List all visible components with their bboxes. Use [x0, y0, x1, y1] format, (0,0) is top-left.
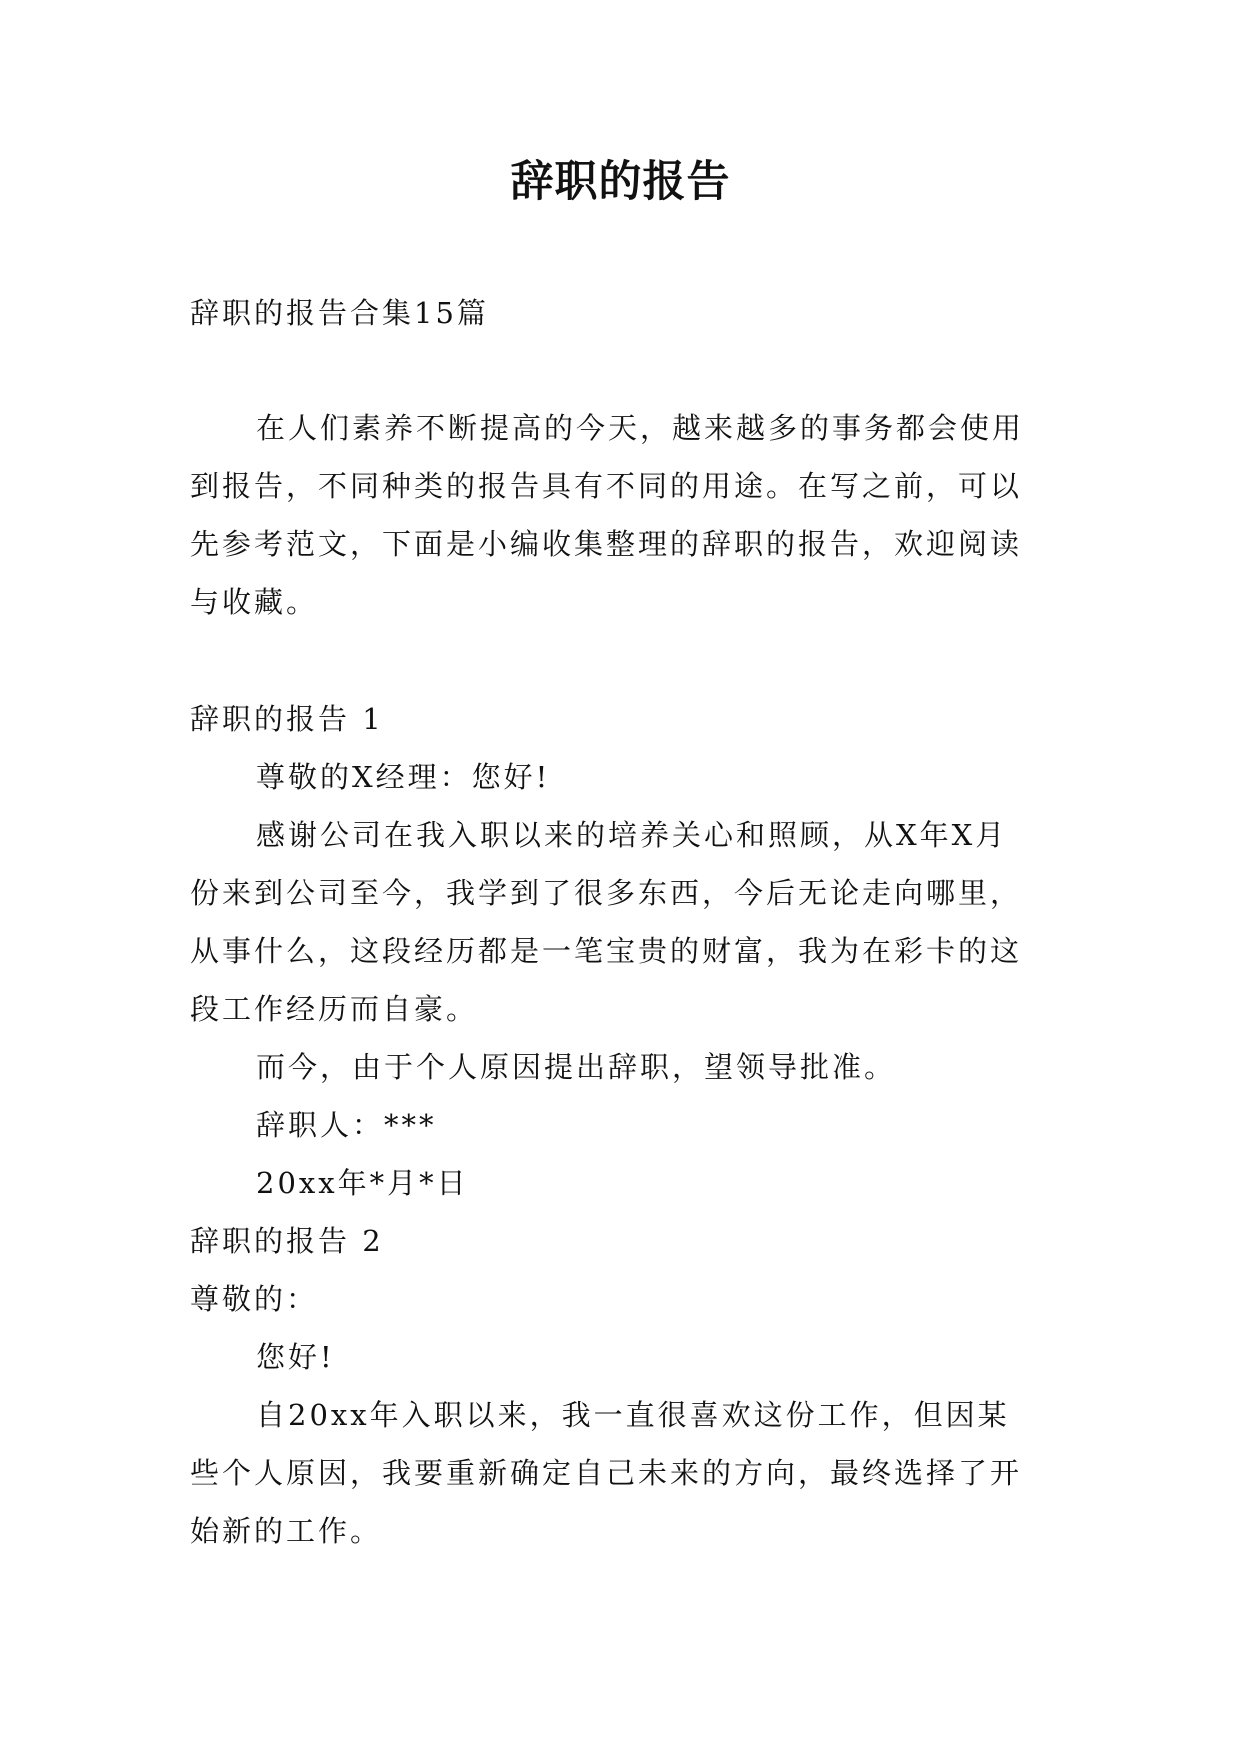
section-1-date: 20xx年*月*日 [256, 1166, 469, 1200]
intro-line: 在人们素养不断提高的今天，越来越多的事务都会使用 [256, 411, 1025, 445]
section-1-greeting: 尊敬的X经理：您好! [256, 760, 551, 794]
section-1-body-line: 份来到公司至今，我学到了很多东西，今后无论走向哪里， [190, 876, 1023, 910]
section-2-body-line: 自20xx年入职以来，我一直很喜欢这份工作，但因某 [256, 1398, 1010, 1432]
section-2-heading: 辞职的报告 2 [190, 1224, 384, 1258]
section-1-body-line: 段工作经历而自豪。 [190, 992, 479, 1026]
document-title: 辞职的报告 [510, 157, 731, 207]
section-1-signer: 辞职人：*** [256, 1108, 437, 1142]
section-1-body-line: 从事什么，这段经历都是一笔宝贵的财富，我为在彩卡的这 [190, 934, 1023, 968]
section-1-request: 而今，由于个人原因提出辞职，望领导批准。 [256, 1050, 897, 1084]
section-2-body-line: 些个人原因，我要重新确定自己未来的方向，最终选择了开 [190, 1456, 1023, 1490]
intro-line: 先参考范文，下面是小编收集整理的辞职的报告，欢迎阅读 [190, 527, 1023, 561]
section-2-body-line: 始新的工作。 [190, 1514, 383, 1548]
intro-line: 到报告，不同种类的报告具有不同的用途。在写之前，可以 [190, 469, 1023, 503]
section-2-hello: 您好! [256, 1340, 335, 1374]
section-1-heading: 辞职的报告 1 [190, 702, 384, 736]
intro-line: 与收藏。 [190, 585, 319, 619]
section-2-salutation: 尊敬的： [190, 1282, 319, 1316]
section-1-body-line: 感谢公司在我入职以来的培养关心和照顾，从X年X月 [256, 818, 1008, 852]
document-subtitle: 辞职的报告合集15篇 [190, 296, 489, 330]
